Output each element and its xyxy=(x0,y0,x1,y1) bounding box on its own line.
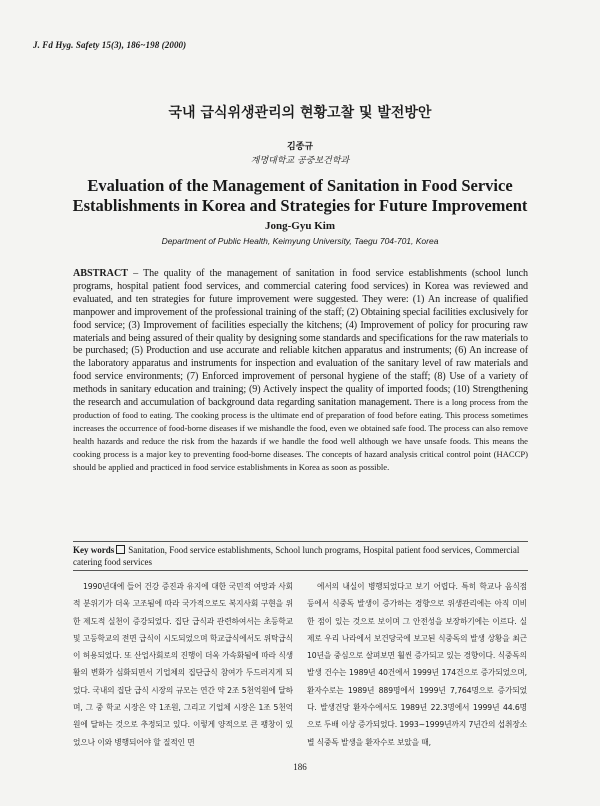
abstract-summary-text: There is a long process from the production of food to eating. The cooking process is the ultimate end of preparation of food before eating. This process sometimes increases the occurrence of food-borne diseases if we mishandle the food, even we obtained safe food. The process can also remove health hazards and reduce the risk from the hazards if we handle the food well although we have unsafe foods. This means the cooking process is a major key to preventing food-borne diseases. The concepts of hazard analysis critical control point (HACCP) should be applied and practiced in food service establishments in Korea as soon as possible. xyxy=(73,397,528,472)
page-number: 186 xyxy=(293,762,307,772)
english-title-line2: Establishments in Korea and Strategies for Future Improvement xyxy=(72,196,528,215)
english-affiliation: Department of Public Health, Keimyung University, Taegu 704-701, Korea xyxy=(161,236,439,246)
body-column-right xyxy=(307,578,527,751)
keywords-label: Key words xyxy=(73,545,115,555)
keywords-text: Sanitation, Food service establishments, School lunch programs, Hospital patient food services, Commercial catering food services xyxy=(73,545,520,567)
korean-author: 김종규 xyxy=(286,142,314,152)
body-right-paragraph: 에서의 내실이 병행되었다고 보기 어렵다. 특히 학교나 음식점 등에서 식중독 발생이 증가하는 경향으로 위생관리에는 아직 미비한 점이 있는 것으로 보이며 그 안전성을 보장하기에는 이르다. 실제로 우리 나라에서 보건당국에 보고된 식중독의 발생 상황을 최근 10년을 중심으로 살펴보면 훨씬 증가되고 있는 경향이다. 식중독의 발생 건수는 1989년 40건에서 1999년 174건으로 증가되었으며, 환자수로는 1989년 889명에서 1999년 7,764명으로 증가되었다. 발생건당 환자수에서도 1989년 22.3명에서 1999년 44.6명으로 두배 이상 증가되었다. 1993~1999년까지 7년간의 섭취장소별 식중독 발생을 환자수로 보았을 때, xyxy=(307,582,527,747)
journal-reference: J. Fd Hyg. Safety 15(3), 186~198 (2000) xyxy=(33,40,187,50)
english-title-line1: Evaluation of the Management of Sanitation in Food Service xyxy=(87,176,513,195)
abstract-label: ABSTRACT xyxy=(73,268,128,279)
korean-affiliation: 계명대학교 공중보건학과 xyxy=(250,156,350,166)
body-left-paragraph: 1990년대에 들어 건강 증진과 유지에 대한 국민적 여망과 사회적 분위기가 더욱 고조됨에 따라 국가적으로도 복지사회 구현을 위한 제도적 실천이 증강되었다. 집단 급식과 관련하여서는 초등학교 및 고등학교의 전면 급식이 시도되었으며 학교급식에서도 위탁급식이 허용되었다. 또 산업사회로의 진행이 더욱 가속화됨에 따라 식생활의 변화가 심화되면서 기업체의 집단급식 참여가 두드러지게 되었다. 국내의 집단 급식 시장의 규모는 연간 약 2조 5천억원에 달하며, 그 중 학교 시장은 약 1조원, 그리고 기업체 시장은 1조 5천억원에 달하는 것으로 추정되고 있다. 이렇게 양적으로 큰 팽창이 있었으나 이와 병행되어야 할 질적인 면 xyxy=(73,582,293,747)
keywords-top-rule xyxy=(73,541,528,542)
abstract xyxy=(73,268,528,475)
english-author: Jong-Gyu Kim xyxy=(265,220,335,232)
korean-title: 국내 급식위생관리의 현황고찰 및 발전방안 xyxy=(168,105,432,121)
checkbox-square-icon xyxy=(116,545,125,554)
english-title xyxy=(20,176,580,216)
keywords xyxy=(73,544,528,568)
keywords-bottom-rule xyxy=(73,570,528,571)
body-column-left xyxy=(73,578,293,751)
abstract-lead-text: – The quality of the management of sanitation in food service establishments (school lunch programs, hospital patient food services, and commercial catering food services) in Korea was reviewed and evaluated, and ten strategies for future improvement were suggested. They were: (1) An increase of qualified manpower and improvement of the professional training of the staff; (2) Obtaining special facilities exclusively for food service; (3) Improvement of facilities especially the kitchens; (4) Improvement of policy for procuring raw materials and being assured of their quality by designing some standards and specifications for the raw materials to be purchased; (5) Production and use accurate and reliable kitchen apparatus and instruments; (6) An increase of the laboratory apparatus and instruments for inspection and evaluation of the sanitary level of raw materials and food service environments; (7) Enforced improvement of personal hygiene of the staff; (8) Use of a variety of methods in sanitary education and training; (9) Actively inspect the quality of imported foods; (10) Strengthening the research and accumulation of background data regarding sanitation management. xyxy=(73,268,528,409)
